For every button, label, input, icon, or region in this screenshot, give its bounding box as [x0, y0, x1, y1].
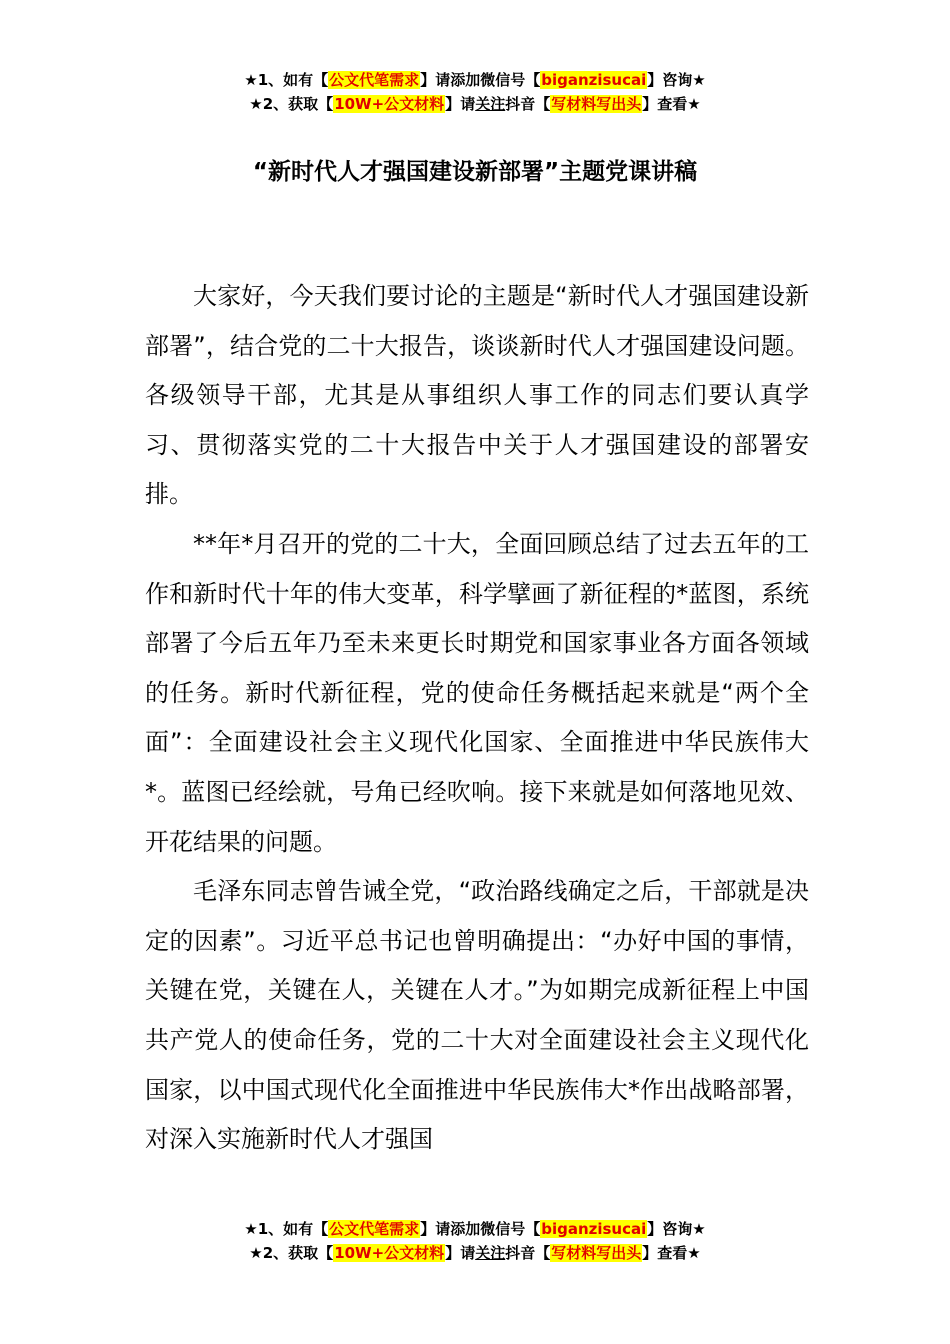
banner-text: ★1、如有【 [244, 71, 329, 89]
banner-line-2 [0, 1241, 950, 1265]
header-banner [0, 68, 950, 116]
banner-text: ★2、获取【 [249, 95, 334, 113]
banner-text: 抖音【 [505, 95, 551, 113]
banner-text: 抖音【 [505, 1244, 551, 1262]
highlight-wechat-id: biganzisucai [541, 71, 647, 89]
banner-line-2 [0, 92, 950, 116]
banner-text: 】请 [445, 1244, 476, 1262]
paragraph: **年*月召开的党的二十大，全面回顾总结了过去五年的工作和新时代十年的伟大变革，科学擘画了新征程的*蓝图，系统部署了今后五年乃至未来更长时期党和国家事业各方面各领域的任务。新时代新征程，党的使命任务概括起来就是“两个全面”：全面建设社会主义现代化国家、全面推进中华民族伟大*。蓝图已经绘就，号角已经吹响。接下来就是如何落地见效、开花结果的问题。 [145, 529, 809, 856]
highlight-service: 公文代笔需求 [329, 1220, 420, 1238]
highlight-douyin-account: 写材料写出头 [551, 1244, 642, 1262]
banner-text: 】查看★ [642, 95, 701, 113]
highlight-materials: 10W+公文材料 [334, 1244, 445, 1262]
footer-banner [0, 1217, 950, 1265]
highlight-douyin-account: 写材料写出头 [551, 95, 642, 113]
banner-line-1 [0, 1217, 950, 1241]
banner-text: ★1、如有【 [244, 1220, 329, 1238]
banner-text: ★2、获取【 [249, 1244, 334, 1262]
underlined-follow: 关注 [475, 1244, 506, 1262]
banner-text: 】咨询★ [647, 71, 706, 89]
banner-text: 】请添加微信号【 [420, 1220, 541, 1238]
banner-line-1 [0, 68, 950, 92]
highlight-service: 公文代笔需求 [329, 71, 420, 89]
highlight-wechat-id: biganzisucai [541, 1220, 647, 1238]
paragraph: 大家好，今天我们要讨论的主题是“新时代人才强国建设新部署”，结合党的二十大报告，谈谈新时代人才强国建设问题。各级领导干部，尤其是从事组织人事工作的同志们要认真学习、贯彻落实党的二十大报告中关于人才强国建设的部署安排。 [145, 282, 809, 509]
banner-text: 】查看★ [642, 1244, 701, 1262]
document-body [145, 272, 809, 1165]
document-title: “新时代人才强国建设新部署”主题党课讲稿 [252, 159, 698, 185]
banner-text: 】请 [445, 95, 476, 113]
banner-text: 】咨询★ [647, 1220, 706, 1238]
paragraph: 毛泽东同志曾告诫全党，“政治路线确定之后，干部就是决定的因素”。习近平总书记也曾明确提出：“办好中国的事情，关键在党，关键在人，关键在人才。”为如期完成新征程上中国共产党人的使命任务，党的二十大对全面建设社会主义现代化国家，以中国式现代化全面推进中华民族伟大*作出战略部署，对深入实施新时代人才强国 [145, 877, 809, 1154]
banner-text: 】请添加微信号【 [420, 71, 541, 89]
highlight-materials: 10W+公文材料 [334, 95, 445, 113]
underlined-follow: 关注 [475, 95, 506, 113]
